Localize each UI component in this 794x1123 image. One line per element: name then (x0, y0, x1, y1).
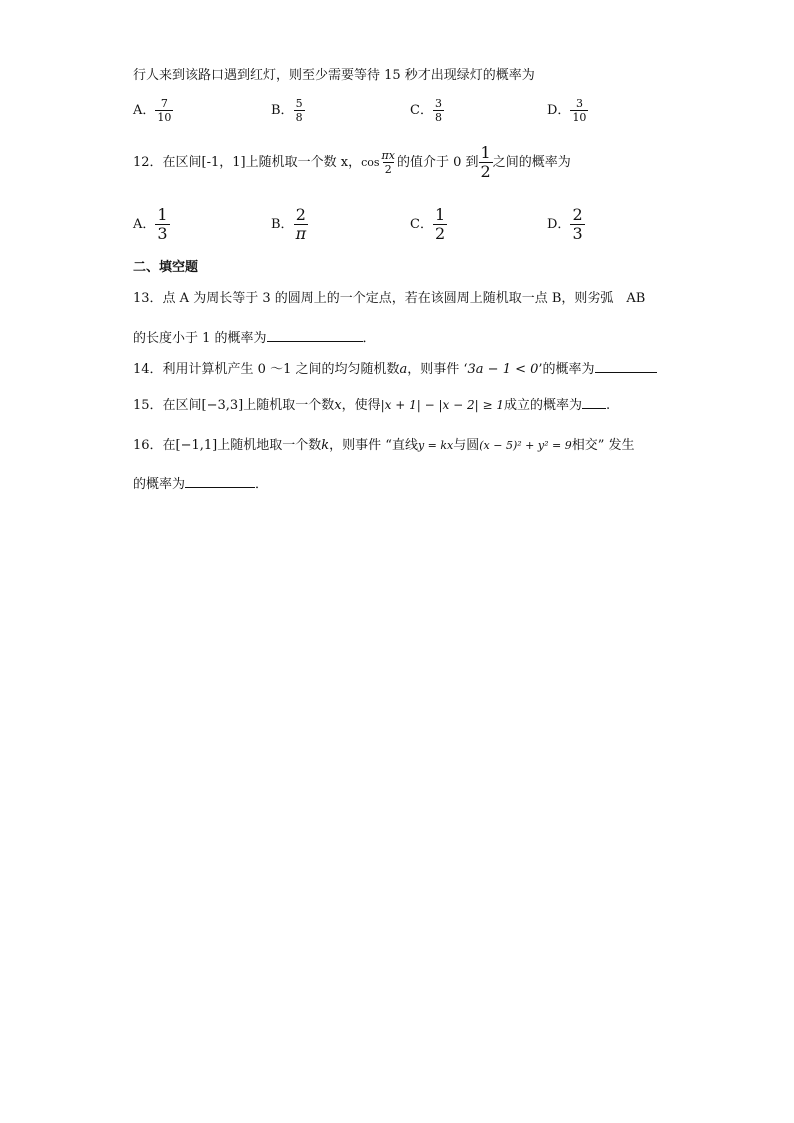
question-16-line-2: 的概率为 ． (133, 477, 269, 492)
question-13-line-1: 13．点 A 为周长等于 3 的圆周上的一个定点，若在该圆周上随机取一点 B，则劣弧 AB (133, 291, 646, 306)
answer-blank[interactable] (595, 360, 657, 373)
answer-blank[interactable] (582, 396, 606, 409)
question-14: 14．利用计算机产生 0 ～1 之间的均匀随机数a，则事件 ‘3a − 1 < 0’的概率为 (133, 360, 657, 376)
option-a: A． $\frac{7}{10}$ (133, 97, 172, 124)
question-13-line-2: 的长度小于 1 的概率为 ． (133, 331, 376, 346)
question-15: 15．在区间[−3,3]上随机取一个数x，使得|x + 1| − |x − 2| ≥ 1成立的概率为 . (133, 398, 611, 413)
option-b: B． $\frac{5}{8}$ (271, 97, 303, 124)
option-d: D． $\frac{2}{3}$ (547, 205, 583, 243)
option-c: C． $\frac{3}{8}$ (410, 97, 442, 124)
question-11-stem: 行人来到该路口遇到红灯，则至少需要等待 15 秒才出现绿灯的概率为 (133, 68, 535, 83)
answer-blank[interactable] (185, 475, 255, 488)
option-b: B． $\frac{2}{\pi}$ (271, 205, 307, 243)
question-16-line-1: 16．在[−1,1]上随机地取一个数k，则事件 “直线y = kx与圆(x − 5)² + y² = 9相交” 发生 (133, 438, 635, 453)
option-c: C． $\frac{1}{2}$ (410, 205, 446, 243)
answer-blank[interactable] (267, 329, 363, 342)
question-12-stem: 12．在区间[-1，1]上随机取一个数 x，cos $\frac{\pi x}{2}$ 的值介于 0 到 $\frac{1}{2}$ 之间的概率为 (133, 143, 571, 181)
section-title: 二、填空题 (133, 260, 199, 275)
option-a: A． $\frac{1}{3}$ (133, 205, 168, 243)
option-d: D． $\frac{3}{10}$ (547, 97, 587, 124)
